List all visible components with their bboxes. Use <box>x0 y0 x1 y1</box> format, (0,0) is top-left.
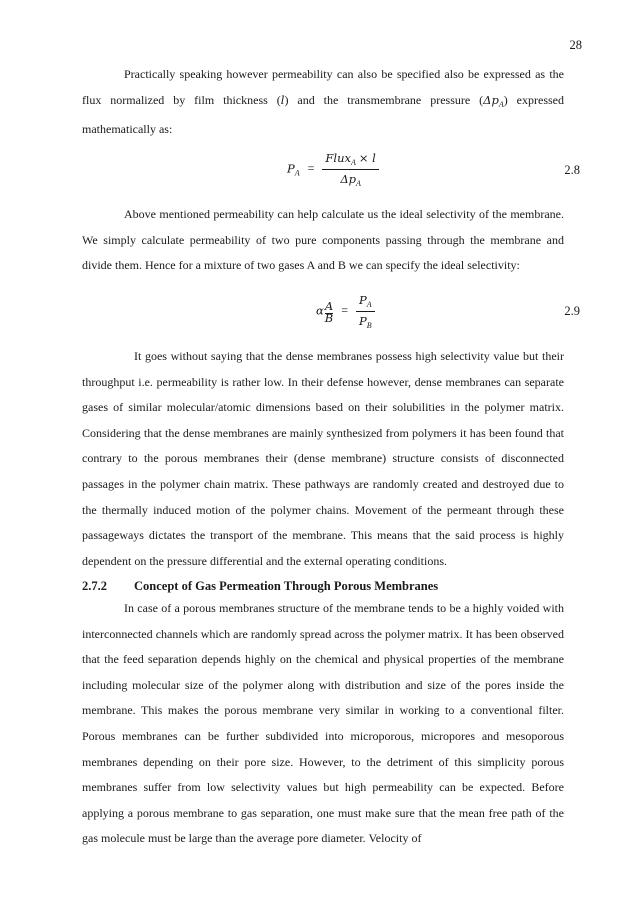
equation-2-9-fraction: $\frac{P_A}{P_B}$ <box>356 293 375 330</box>
equation-number-2-8: 2.8 <box>564 163 580 177</box>
section-title: Concept of Gas Permeation Through Porous Membranes <box>134 579 439 593</box>
equation-2-8-fraction: $\frac{Flux_A \times l}{\Delta p_A}$ <box>322 151 378 188</box>
section-number: 2.7.2 <box>82 579 107 593</box>
paragraph-ideal-selectivity: Above mentioned permeability can help calculate us the ideal selectivity of the membrane. We simply calculate permeability of two pure components passing through the membrane and divide them. Hence for a mixture of two gases A and B we can specify the ideal selectivity: <box>82 207 564 273</box>
section-heading <box>82 579 438 594</box>
page-number: 28 <box>569 38 582 52</box>
alpha-subscript: $\frac{A}{B}$ <box>324 299 334 326</box>
paragraph-dense-membranes: It goes without saying that the dense membranes possess high selectivity value but their throughput i.e. permeability is rather low. In their defense however, dense membranes can separate gases of similar molecular/atomic dimensions based on their solubilities in the polymer matrix. Considering that the dense membranes are mainly synthesized from polymers it has been found that contrary to the porous membranes their (dense membrane) structure consists of disconnected passages in the polymer chain matrix. These pathways are randomly created and destroyed due to the thermally induced motion of the polymer chains. Movement of the permeant through these passageways dictates the transport of the membrane. This means that the said process is highly dependent on the pressure differential and the external operating conditions. <box>82 349 564 568</box>
equation-2-8: $P_A$ = $\frac{Flux_A \times l}{\Delta p_A}$ <box>287 151 379 188</box>
equation-2-9: $\alpha\frac{A}{B}$ = $\frac{P_A}{P_B}$ <box>316 293 375 330</box>
paragraph-porous-membranes: In case of a porous membranes structure of the membrane tends to be a highly voided with interconnected channels which are randomly spread across the polymer matrix. It has been observed that the feed separation depends highly on the chemical and physical properties of the membrane including molecular size of the polymer along with distribution and size of the pores inside the membrane. This makes the porous membrane very similar in working to a conventional filter. Porous membranes can be further subdivided into microporous, micropores and mesoporous membranes depending on their pore size. However, to the detriment of this simplicity porous membranes suffer from low selectivity values but high permeability can be expected. Before applying a porous membrane to gas separation, one must make sure that the mean free path of the gas molecule must be large than the average pore diameter. Velocity of <box>82 601 564 846</box>
thickness-symbol: l <box>280 92 285 107</box>
pressure-symbol: Δp <box>483 92 499 107</box>
equation-number-2-9: 2.9 <box>564 304 580 318</box>
paragraph-permeability-definition: Practically speaking however permeability can also be specified also be expressed as the flux normalized by film thickness (l) and the transmembrane pressure $(\Delta p_A)$ expressed mathematically as: <box>82 67 564 137</box>
